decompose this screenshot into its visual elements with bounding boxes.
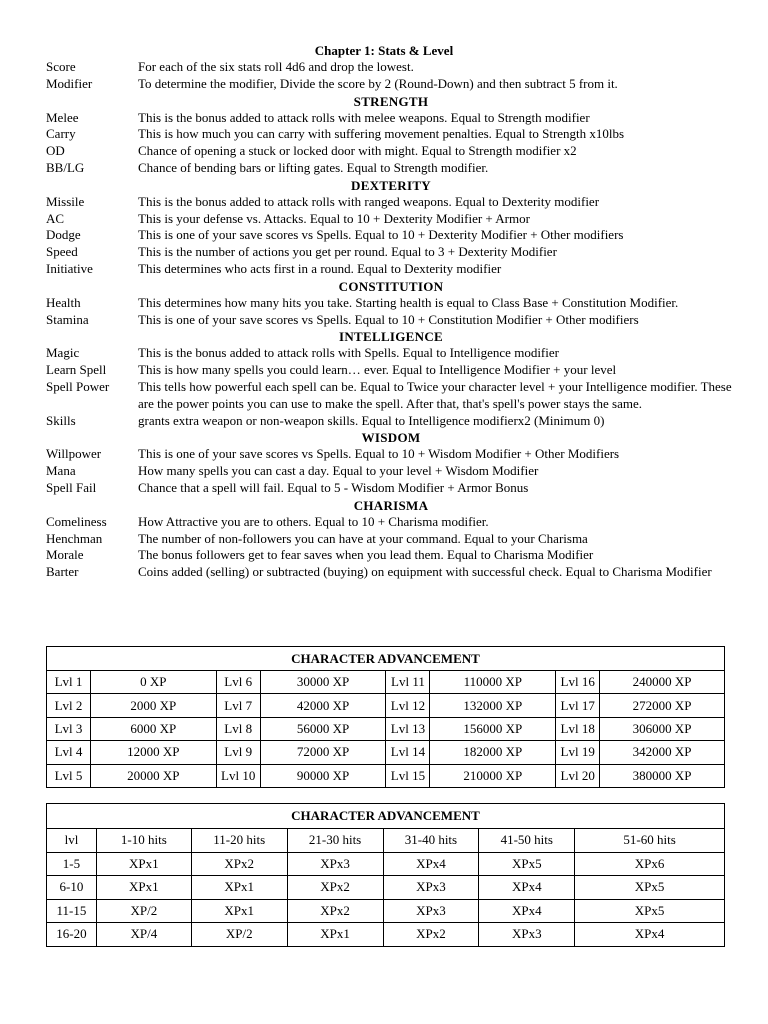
stat-description: How Attractive you are to others. Equal to 10 + Charisma modifier. (138, 513, 489, 529)
stat-row (46, 345, 736, 362)
xp-cell: 132000 XP (430, 694, 556, 717)
xp-cell: 90000 XP (260, 764, 386, 787)
column-header: 51-60 hits (575, 829, 725, 853)
level-cell: Lvl 19 (556, 741, 600, 764)
level-cell: Lvl 14 (386, 741, 430, 764)
level-range-cell: 16-20 (47, 923, 97, 947)
stat-description: This is the bonus added to attack rolls with melee weapons. Equal to Strength modifier (138, 109, 590, 125)
xp-cell: 272000 XP (600, 694, 725, 717)
column-header: 31-40 hits (383, 829, 479, 853)
xp-multiplier-cell: XPx5 (575, 899, 725, 923)
stat-label: Barter (46, 564, 79, 580)
stat-description: grants extra weapon or non-weapon skills. Equal to Intelligence modifierx2 (Minimum 0) (138, 412, 605, 428)
stat-description: This is one of your save scores vs Spells. Equal to 10 + Wisdom Modifier + Other Modifiers (138, 446, 620, 462)
xp-multiplier-cell: XPx1 (191, 876, 287, 900)
stat-label: Stamina (46, 311, 89, 327)
hits-xp-table (46, 803, 725, 947)
xp-multiplier-cell: XPx1 (287, 923, 383, 947)
stat-description: Chance of bending bars or lifting gates. Equal to Strength modifier. (138, 159, 489, 175)
xp-multiplier-cell: XPx4 (479, 876, 575, 900)
stat-description: The bonus followers get to fear saves when you lead them. Equal to Charisma Modifier (138, 547, 594, 563)
level-range-cell: 6-10 (47, 876, 97, 900)
stat-row (46, 244, 736, 261)
xp-cell: 30000 XP (260, 671, 386, 694)
stat-label: Modifier (46, 75, 93, 91)
stat-label: Dodge (46, 227, 81, 243)
stat-label: Skills (46, 412, 76, 428)
xp-multiplier-cell: XPx2 (287, 876, 383, 900)
stat-label: Speed (46, 244, 78, 260)
chapter-title: Chapter 1: Stats & Level (314, 43, 454, 58)
stat-description: This is one of your save scores vs Spells. Equal to 10 + Dexterity Modifier + Other modifiers (138, 227, 624, 243)
stat-row (46, 446, 736, 463)
level-cell: Lvl 3 (47, 717, 91, 740)
stat-row (46, 110, 736, 127)
stat-label: Comeliness (46, 513, 107, 529)
table-row (47, 671, 725, 694)
stat-row (46, 59, 736, 76)
section-heading-strength: STRENGTH (353, 93, 429, 109)
table-row (47, 694, 725, 717)
xp-multiplier-cell: XPx3 (479, 923, 575, 947)
stat-row (46, 531, 736, 548)
stat-label: Carry (46, 126, 76, 142)
stat-description: Chance of opening a stuck or locked door with might. Equal to Strength modifier x2 (138, 143, 577, 159)
xp-cell: 2000 XP (90, 694, 216, 717)
stat-row (46, 312, 736, 329)
stat-row (46, 76, 736, 93)
stat-label: Willpower (46, 446, 102, 462)
table-row (47, 741, 725, 764)
xp-multiplier-cell: XPx3 (383, 876, 479, 900)
stat-description: How many spells you can cast a day. Equal to your level + Wisdom Modifier (138, 463, 539, 479)
xp-multiplier-cell: XPx5 (479, 852, 575, 876)
xp-cell: 210000 XP (430, 764, 556, 787)
section-heading-charisma: CHARISMA (353, 497, 429, 513)
stat-description: This determines who acts first in a round. Equal to Dexterity modifier (138, 260, 502, 276)
level-cell: Lvl 15 (386, 764, 430, 787)
level-cell: Lvl 18 (556, 717, 600, 740)
stat-row (46, 362, 736, 379)
level-cell: Lvl 9 (216, 741, 260, 764)
column-header: 1-10 hits (96, 829, 191, 853)
level-cell: Lvl 8 (216, 717, 260, 740)
stat-label: Henchman (46, 530, 103, 546)
xp-cell: 20000 XP (90, 764, 216, 787)
column-header: lvl (47, 829, 97, 853)
stat-label: OD (46, 143, 65, 159)
xp-multiplier-cell: XPx2 (191, 852, 287, 876)
stat-row (46, 160, 736, 177)
stat-label: Magic (46, 345, 80, 361)
stat-label: Mana (46, 463, 76, 479)
stat-label: Initiative (46, 260, 93, 276)
stat-description: This is your defense vs. Attacks. Equal to 10 + Dexterity Modifier + Armor (138, 210, 530, 226)
level-range-cell: 1-5 (47, 852, 97, 876)
xp-multiplier-cell: XPx3 (383, 899, 479, 923)
xp-cell: 342000 XP (600, 741, 725, 764)
xp-cell: 42000 XP (260, 694, 386, 717)
stat-label: Health (46, 294, 81, 310)
level-cell: Lvl 13 (386, 717, 430, 740)
level-cell: Lvl 10 (216, 764, 260, 787)
level-cell: Lvl 4 (47, 741, 91, 764)
column-header: 21-30 hits (287, 829, 383, 853)
xp-cell: 306000 XP (600, 717, 725, 740)
table-row (47, 852, 725, 876)
stat-description: This is one of your save scores vs Spells. Equal to 10 + Constitution Modifier + Other modifiers (138, 311, 639, 327)
stat-label: Learn Spell (46, 362, 107, 378)
level-xp-table-title: CHARACTER ADVANCEMENT (47, 647, 725, 671)
stat-row (46, 295, 736, 312)
stat-row (46, 379, 736, 413)
stat-row (46, 261, 736, 278)
xp-cell: 240000 XP (600, 671, 725, 694)
xp-multiplier-cell: XPx4 (383, 852, 479, 876)
stat-label: Spell Power (46, 378, 110, 394)
stat-label: Spell Fail (46, 479, 97, 495)
stat-description: This determines how many hits you take. Starting health is equal to Class Base + Constitution Modifier. (138, 294, 679, 310)
intro-block (46, 59, 736, 93)
level-cell: Lvl 5 (47, 764, 91, 787)
xp-multiplier-cell: XPx2 (383, 923, 479, 947)
column-header: 41-50 hits (479, 829, 575, 853)
section-heading-wisdom: WISDOM (361, 430, 421, 446)
stat-row (46, 480, 736, 497)
xp-multiplier-cell: XPx1 (96, 876, 191, 900)
stat-row (46, 211, 736, 228)
xp-multiplier-cell: XPx4 (479, 899, 575, 923)
stat-description: To determine the modifier, Divide the score by 2 (Round-Down) and then subtract 5 from it. (138, 75, 618, 91)
level-cell: Lvl 20 (556, 764, 600, 787)
xp-multiplier-cell: XP/4 (96, 923, 191, 947)
section-heading-constitution: CONSTITUTION (338, 278, 444, 294)
xp-multiplier-cell: XPx4 (575, 923, 725, 947)
xp-multiplier-cell: XPx5 (575, 876, 725, 900)
stat-description: This tells how powerful each spell can be. Equal to Twice your character level + your Intelligence modifier. These are the power points you can use to make the spell. After that, that's spell's power stays the same. (138, 378, 732, 411)
xp-cell: 156000 XP (430, 717, 556, 740)
xp-cell: 56000 XP (260, 717, 386, 740)
stat-row (46, 143, 736, 160)
table-row (47, 923, 725, 947)
stat-description: This is how much you can carry with suffering movement penalties. Equal to Strength x10lbs (138, 126, 625, 142)
xp-multiplier-cell: XPx6 (575, 852, 725, 876)
xp-cell: 380000 XP (600, 764, 725, 787)
stat-row (46, 126, 736, 143)
stat-description: Chance that a spell will fail. Equal to 5 - Wisdom Modifier + Armor Bonus (138, 479, 529, 495)
xp-cell: 6000 XP (90, 717, 216, 740)
table-row (47, 899, 725, 923)
xp-cell: 110000 XP (430, 671, 556, 694)
stat-label: Morale (46, 547, 84, 563)
level-cell: Lvl 16 (556, 671, 600, 694)
stat-label: Melee (46, 109, 79, 125)
xp-multiplier-cell: XP/2 (191, 923, 287, 947)
xp-cell: 72000 XP (260, 741, 386, 764)
level-cell: Lvl 11 (386, 671, 430, 694)
stats-sections (46, 59, 736, 581)
stat-description: For each of the six stats roll 4d6 and drop the lowest. (138, 59, 414, 74)
stat-row (46, 227, 736, 244)
stat-label: Score (46, 59, 76, 74)
xp-cell: 12000 XP (90, 741, 216, 764)
stat-description: This is how many spells you could learn… ever. Equal to Intelligence Modifier + your level (138, 362, 617, 378)
stat-description: This is the bonus added to attack rolls with Spells. Equal to Intelligence modifier (138, 345, 559, 361)
stat-row (46, 194, 736, 211)
level-cell: Lvl 1 (47, 671, 91, 694)
level-cell: Lvl 7 (216, 694, 260, 717)
xp-multiplier-cell: XPx2 (287, 899, 383, 923)
section-heading-intelligence: INTELLIGENCE (338, 329, 444, 345)
stat-label: AC (46, 210, 65, 226)
table-row (47, 717, 725, 740)
xp-multiplier-cell: XPx1 (96, 852, 191, 876)
level-cell: Lvl 6 (216, 671, 260, 694)
stat-description: The number of non-followers you can have at your command. Equal to your Charisma (138, 530, 588, 546)
level-xp-table (46, 646, 725, 788)
stat-row (46, 564, 736, 581)
stat-description: Coins added (selling) or subtracted (buying) on equipment with successful check. Equal to Charisma Modifier (138, 564, 712, 580)
stat-label: Missile (46, 193, 85, 209)
table-row (47, 764, 725, 787)
stat-description: This is the bonus added to attack rolls with ranged weapons. Equal to Dexterity modifier (138, 193, 600, 209)
stat-row (46, 413, 736, 430)
stat-description: This is the number of actions you get per round. Equal to 3 + Dexterity Modifier (138, 244, 557, 260)
column-header: 11-20 hits (191, 829, 287, 853)
stat-row (46, 514, 736, 531)
stat-label: BB/LG (46, 159, 85, 175)
stat-row (46, 547, 736, 564)
xp-cell: 0 XP (90, 671, 216, 694)
xp-cell: 182000 XP (430, 741, 556, 764)
xp-multiplier-cell: XP/2 (96, 899, 191, 923)
level-cell: Lvl 12 (386, 694, 430, 717)
table-header-row (47, 829, 725, 853)
xp-multiplier-cell: XPx1 (191, 899, 287, 923)
level-cell: Lvl 2 (47, 694, 91, 717)
section-heading-dexterity: DEXTERITY (351, 177, 431, 193)
level-range-cell: 11-15 (47, 899, 97, 923)
hits-xp-table-title: CHARACTER ADVANCEMENT (47, 804, 725, 829)
xp-multiplier-cell: XPx3 (287, 852, 383, 876)
level-cell: Lvl 17 (556, 694, 600, 717)
stat-row (46, 463, 736, 480)
section-list (46, 93, 736, 581)
table-row (47, 876, 725, 900)
